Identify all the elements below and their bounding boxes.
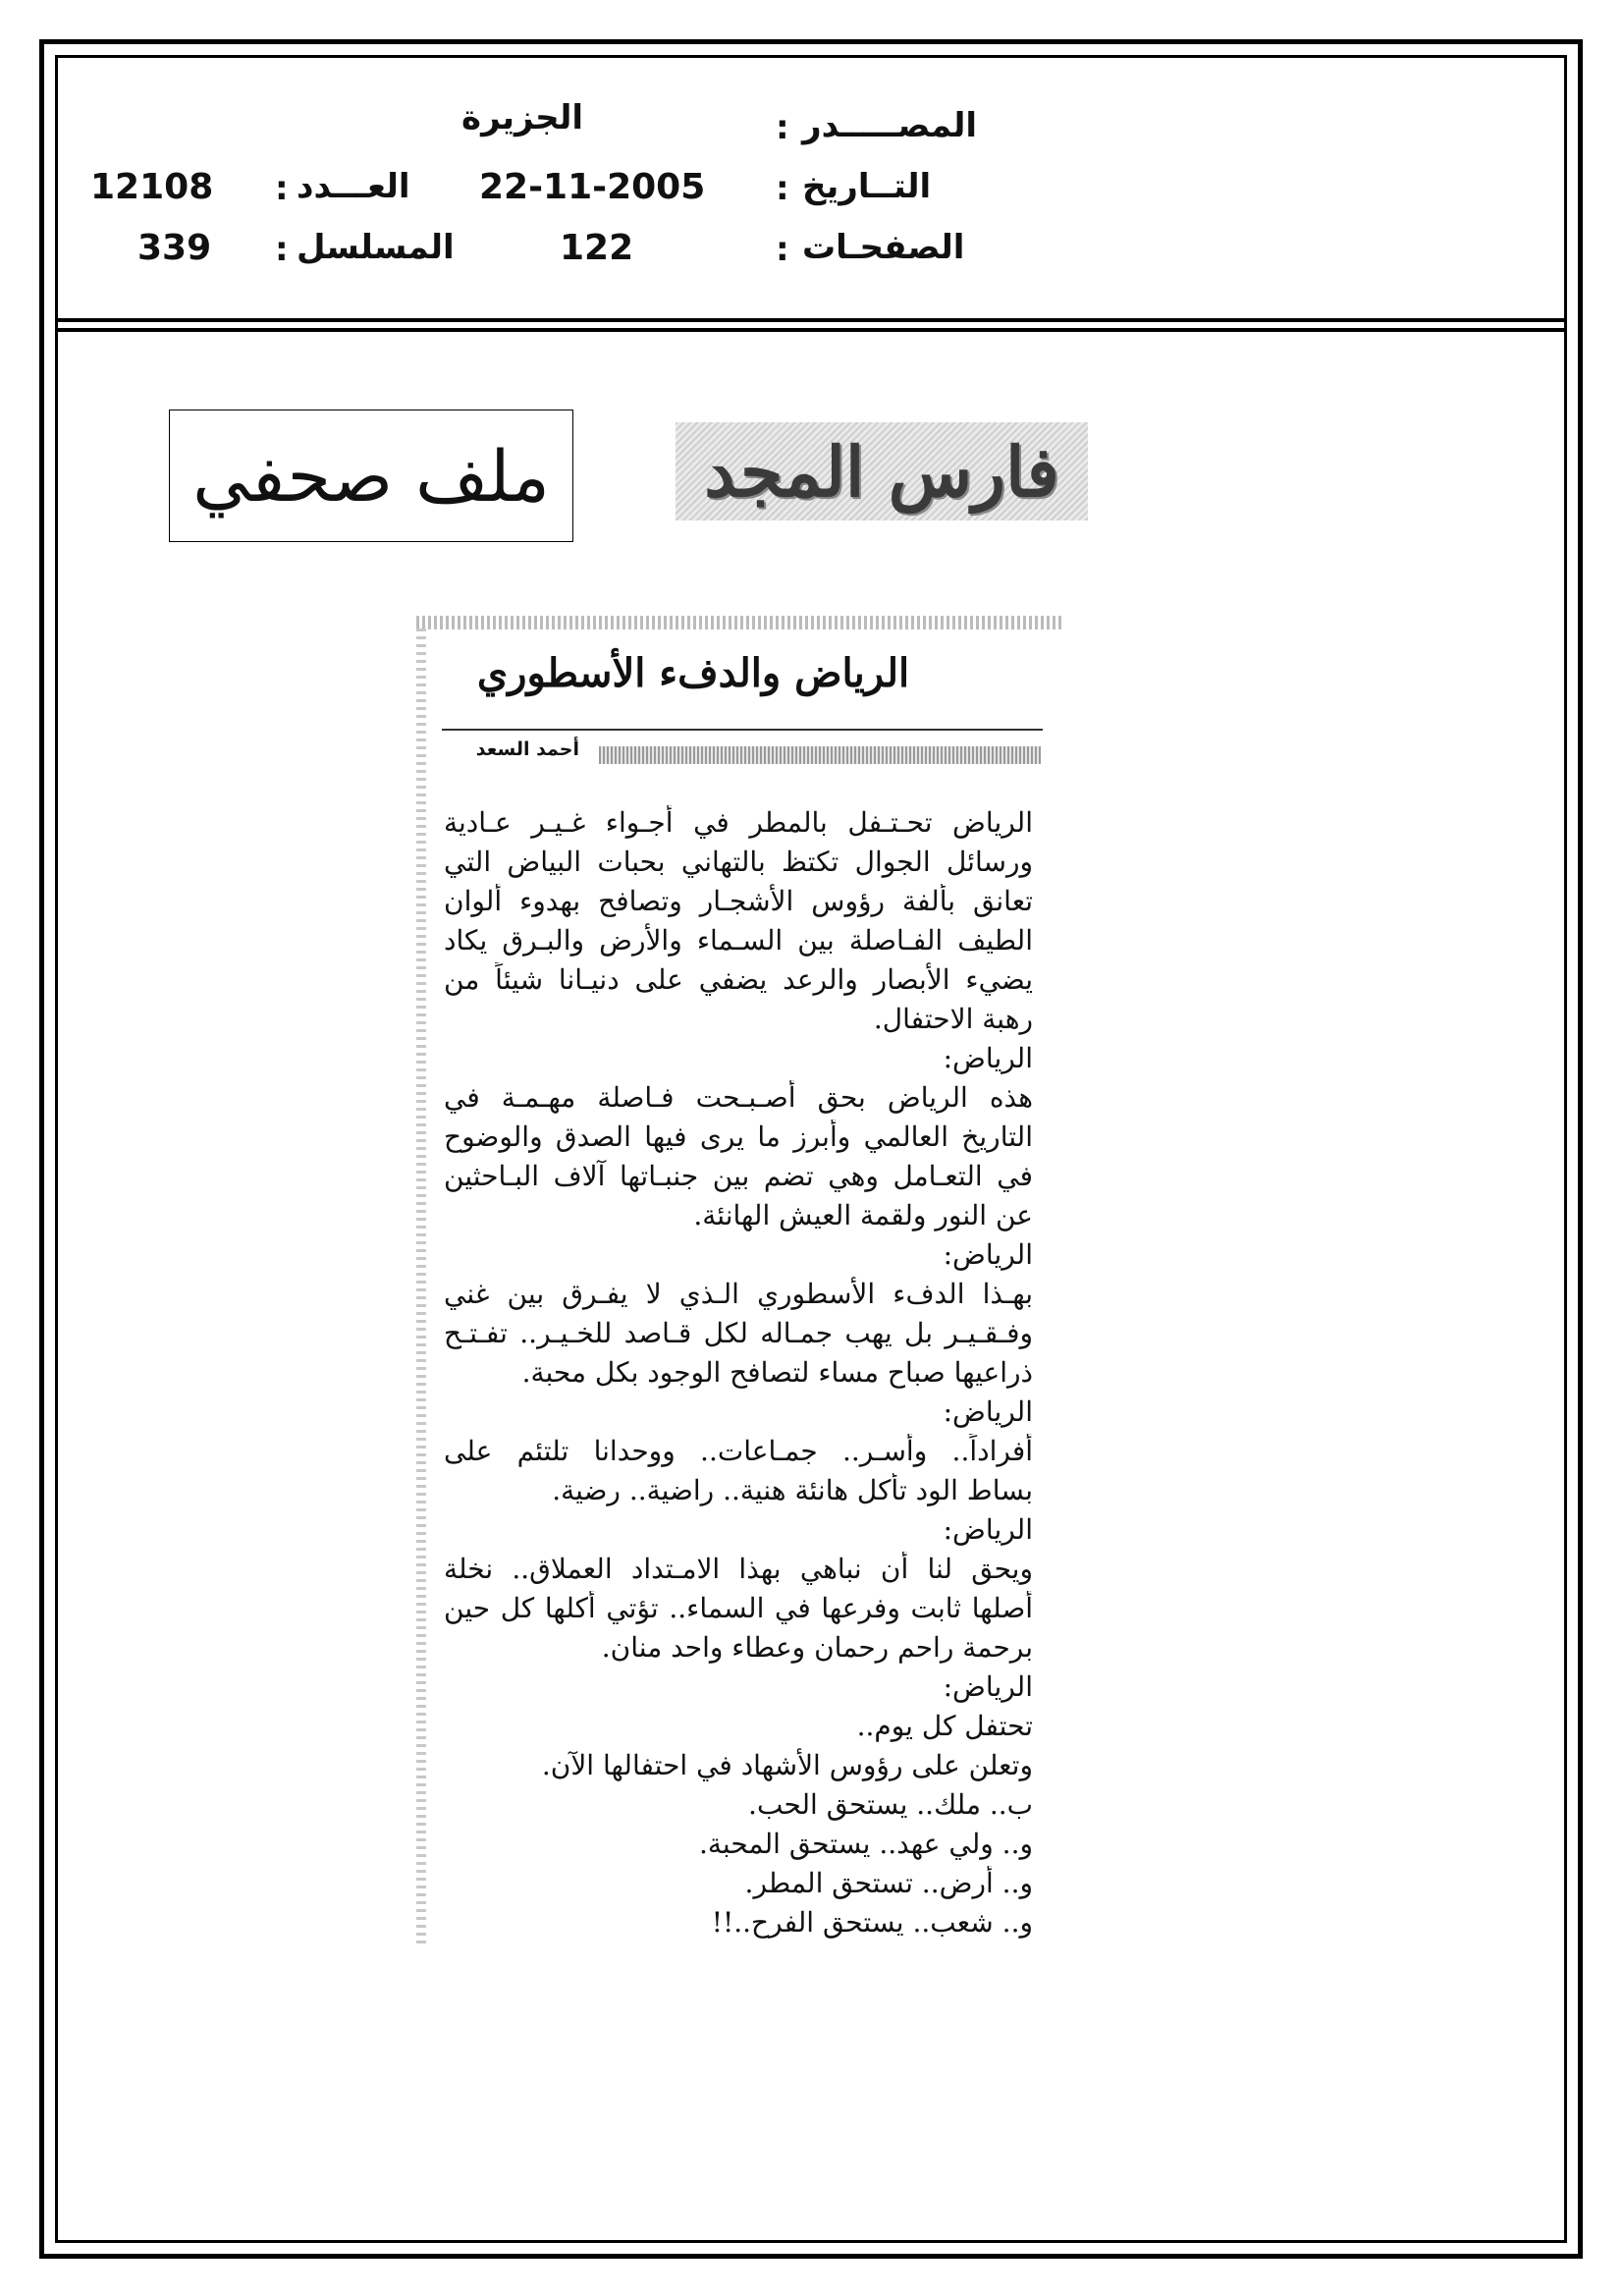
article-line: الرياض:: [943, 1513, 1033, 1546]
date-colon: :: [776, 169, 789, 208]
article-line: و.. أرض.. تستحق المطر.: [744, 1867, 1033, 1899]
article-line: ب.. ملك.. يستحق الحب.: [748, 1788, 1033, 1821]
article-author: أحمد السعد: [475, 738, 579, 760]
article-line: هذه الرياض بحق أصـبـحت فـاصلة مهـمـة في: [444, 1081, 1033, 1114]
article-line: في التعـامل وهي تضم بين جنبـاتها آلاف البـاحثين: [444, 1160, 1033, 1192]
serial-label: المسلسل: [297, 228, 455, 267]
issue-value: 12108: [90, 167, 214, 207]
title-rule: [442, 729, 1043, 731]
article-line: أصلها ثابت وفرعها في السماء.. تؤتي أكلها كل حين: [444, 1592, 1033, 1624]
article-line: ذراعيها صباح مساء لتصافح الوجود بكل محبة.: [521, 1356, 1033, 1389]
article-line: التاريخ العالمي وأبرز ما يرى فيها الصدق والوضوح: [444, 1121, 1033, 1153]
source-label: المصـــــدر: [802, 106, 978, 145]
article-line: الطيف الفـاصلة بين السـماء والأرض والبـرق يكاد: [444, 924, 1033, 957]
header-separator-top: [55, 318, 1567, 322]
article-line: الرياض:: [943, 1670, 1033, 1703]
article-line: وفـقـيـر بل يهب جمـاله لكل قـاصد للخـيـر.. تفـتـح: [444, 1317, 1033, 1349]
clipping-left-edge: [416, 629, 426, 1944]
article-line: الرياض تحـتـفل بالمطر في أجـواء غـيـر عـادية: [444, 806, 1033, 839]
article-line: ورسائل الجوال تكتظ بالتهاني بحبات البياض التي: [444, 846, 1033, 878]
date-value: 22-11-2005: [479, 167, 706, 207]
serial-colon: :: [275, 230, 289, 269]
article-line: و.. ولي عهد.. يستحق المحبة.: [698, 1828, 1033, 1860]
pages-label: الصفحـات: [802, 228, 965, 267]
article-line: و.. شعب.. يستحق الفرح..!!: [711, 1906, 1033, 1939]
source-value: الجزيرة: [461, 98, 584, 137]
article-line: رهبة الاحتفال.: [873, 1003, 1033, 1035]
article-line: تعانق بألفة رؤوس الأشجـار وتصافح بهدوء ألوان: [444, 885, 1033, 917]
byline-strip: [599, 746, 1041, 764]
header-separator-bottom: [55, 328, 1567, 332]
column-banner-text: فارس المجد: [704, 430, 1059, 513]
column-banner: [676, 422, 1088, 520]
serial-value: 339: [137, 228, 212, 268]
article-line: الرياض:: [943, 1042, 1033, 1074]
article-line: بساط الود تأكل هانئة هنية.. راضية.. رضية.: [552, 1474, 1033, 1506]
article-line: وتعلن على رؤوس الأشهاد في احتفالها الآن.: [541, 1749, 1033, 1781]
article-line: ويحق لنا أن نباهي بهذا الامـتداد العملاق.. نخلة: [444, 1553, 1033, 1585]
issue-colon: :: [275, 169, 289, 208]
article-line: برحمة راحم رحمان وعطاء واحد منان.: [601, 1631, 1033, 1664]
article-line: يضيء الأبصار والرعد يضفي على دنيـانا شيئاً من: [444, 963, 1033, 996]
source-colon: :: [776, 108, 789, 147]
press-file-label: ملف صحفي: [192, 434, 550, 518]
press-file-box: [169, 410, 573, 542]
date-label: التــاريخ: [802, 167, 932, 206]
issue-label: العـــدد: [297, 167, 410, 206]
article-title: الرياض والدفء الأسطوري: [476, 650, 910, 696]
article-line: تحتفل كل يوم..: [856, 1710, 1033, 1742]
article-line: عن النور ولقمة العيش الهانئة.: [693, 1199, 1033, 1231]
article-line: الرياض:: [943, 1238, 1033, 1271]
clipping-top-edge: [416, 616, 1064, 629]
article-line: بهـذا الدفء الأسطوري الـذي لا يفـرق بين غني: [444, 1278, 1033, 1310]
article-line: أفراداً.. وأسـر.. جمـاعات.. ووحدانا تلتئم على: [444, 1435, 1033, 1467]
article-line: الرياض:: [943, 1395, 1033, 1428]
pages-value: 122: [560, 228, 634, 268]
pages-colon: :: [776, 230, 789, 269]
